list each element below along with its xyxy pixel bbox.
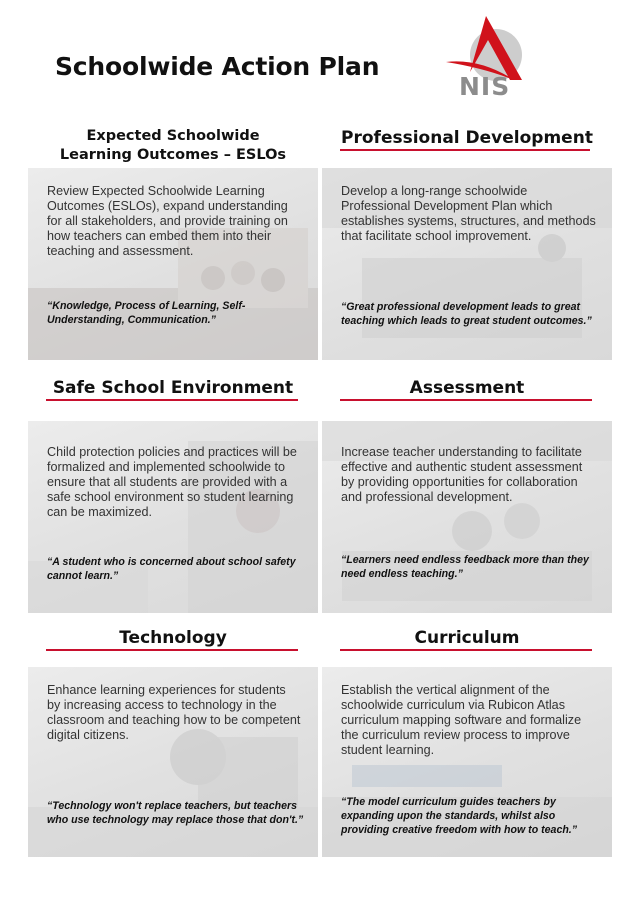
- heading-underline: [46, 649, 298, 651]
- heading-line-1: Expected Schoolwide: [86, 128, 260, 144]
- card-quote: “Technology won't replace teachers, but teachers who use technology may replace those that don't.”: [47, 800, 304, 826]
- card-quote: “Knowledge, Process of Learning, Self-Understanding, Communication.”: [47, 300, 246, 326]
- page-title: Schoolwide Action Plan: [55, 52, 380, 81]
- card-eslos: [28, 168, 318, 360]
- card-body: Increase teacher understanding to facilitate effective and authentic student assessment by providing opportunities for collaboration and professional development.: [341, 445, 583, 504]
- card-body: Child protection policies and practices will be formalized and implemented schoolwide to ensure that all students are provided with a safe school environment so student learning can be maximized.: [47, 445, 297, 519]
- heading-underline: [46, 399, 298, 401]
- card-curriculum: [322, 667, 612, 857]
- section-heading-technology: Technology: [119, 628, 227, 648]
- card-body: Develop a long-range schoolwide Professional Development Plan which establishes systems, structures, and methods that facilitate school improvement.: [341, 184, 596, 243]
- card-body: Enhance learning experiences for students by increasing access to technology in the classroom and teaching how to be competent digital citizens.: [47, 683, 301, 742]
- section-heading-professional-development: Professional Development: [341, 128, 593, 148]
- logo-wordmark: NIS: [459, 72, 511, 101]
- heading-underline: [340, 399, 592, 401]
- card-quote: “Learners need endless feedback more than they need endless teaching.”: [341, 554, 589, 580]
- heading-underline: [340, 149, 590, 151]
- card-quote: “Great professional development leads to great teaching which leads to great student outcomes.”: [341, 301, 592, 327]
- section-heading-assessment: Assessment: [409, 378, 525, 398]
- card-quote: “The model curriculum guides teachers by expanding upon the standards, whilst also providing creative freedom with how to teach.”: [341, 796, 578, 836]
- card-body: Review Expected Schoolwide Learning Outcomes (ESLOs), expand understanding for all stakeholders, and provide training on how teachers can embed them into their teaching and assessment.: [47, 184, 288, 258]
- section-heading-safe-school: Safe School Environment: [52, 378, 294, 398]
- heading-line-2: Learning Outcomes – ESLOs: [59, 147, 287, 163]
- card-quote: “A student who is concerned about school safety cannot learn.”: [47, 556, 296, 582]
- card-safe-school: [28, 421, 318, 613]
- card-technology: [28, 667, 318, 857]
- card-professional-development: [322, 168, 612, 360]
- section-heading-eslos: [28, 127, 318, 165]
- card-body: Establish the vertical alignment of the schoolwide curriculum via Rubicon Atlas curriculum mapping software and formalize the curriculum review process to improve student learning.: [341, 683, 582, 757]
- heading-underline: [340, 649, 592, 651]
- nis-logo: [440, 10, 550, 100]
- section-heading-curriculum: Curriculum: [414, 628, 520, 648]
- card-assessment: [322, 421, 612, 613]
